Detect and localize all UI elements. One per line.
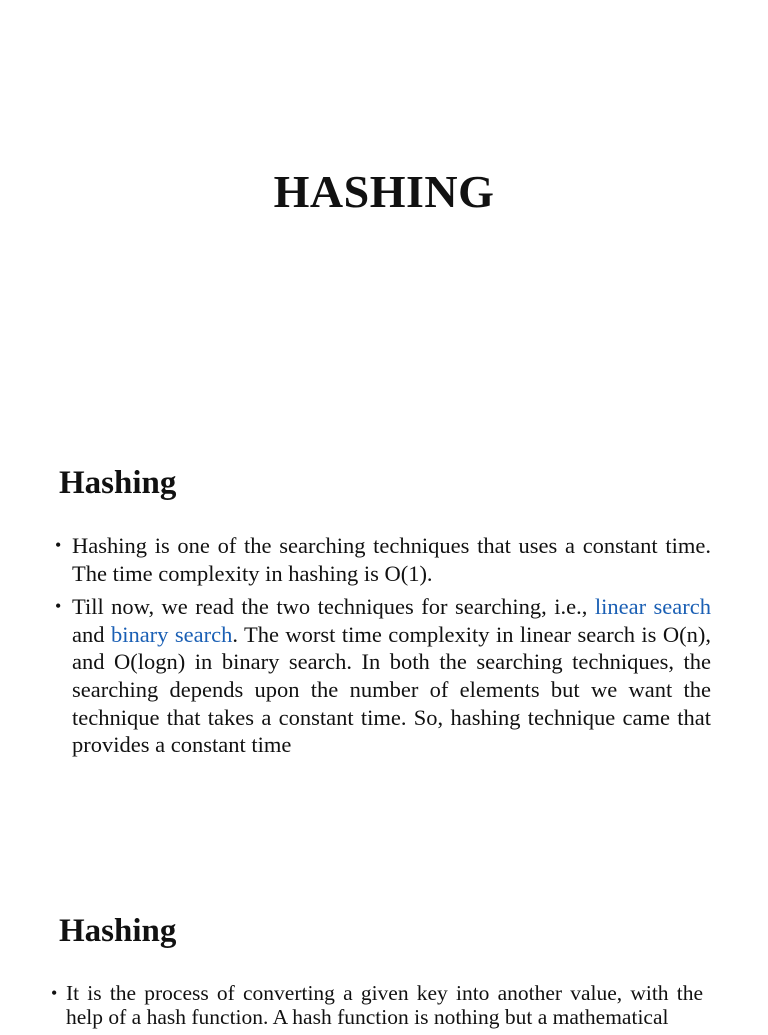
page-title: HASHING	[273, 166, 495, 217]
linear-search-link[interactable]: linear search	[594, 594, 711, 620]
binary-search-link[interactable]: binary search	[110, 621, 233, 647]
bullet-item	[51, 981, 703, 1029]
bullet-icon: •	[55, 535, 62, 555]
bullet-text: Hashing is one of the searching techniques that uses a constant time. The time complexity in hashing is O(1).	[72, 533, 711, 586]
bullet-item	[55, 593, 711, 759]
bullet-text-joiner: and	[72, 621, 111, 647]
bullet-icon: •	[55, 596, 62, 617]
bullet-text-end: . The worst time complexity in linear search is O(n), and O(logn) in binary search. In both the searching techniques, the searching depends upon the number of elements but we want the technique that takes a constant time. So, hashing technique came that provides a constant time	[72, 621, 711, 758]
bullet-item	[55, 532, 711, 587]
bullet-list	[51, 981, 703, 1035]
bullet-icon: •	[51, 983, 58, 1003]
section-heading: Hashing	[59, 465, 177, 501]
section-heading: Hashing	[59, 913, 177, 949]
bullet-text-start: Till now, we read the two techniques for searching, i.e.,	[72, 594, 595, 620]
bullet-text: It is the process of converting a given key into another value, with the help of a hash function. A hash function is nothing but a mathematical	[66, 981, 703, 1029]
bullet-list	[55, 532, 711, 765]
